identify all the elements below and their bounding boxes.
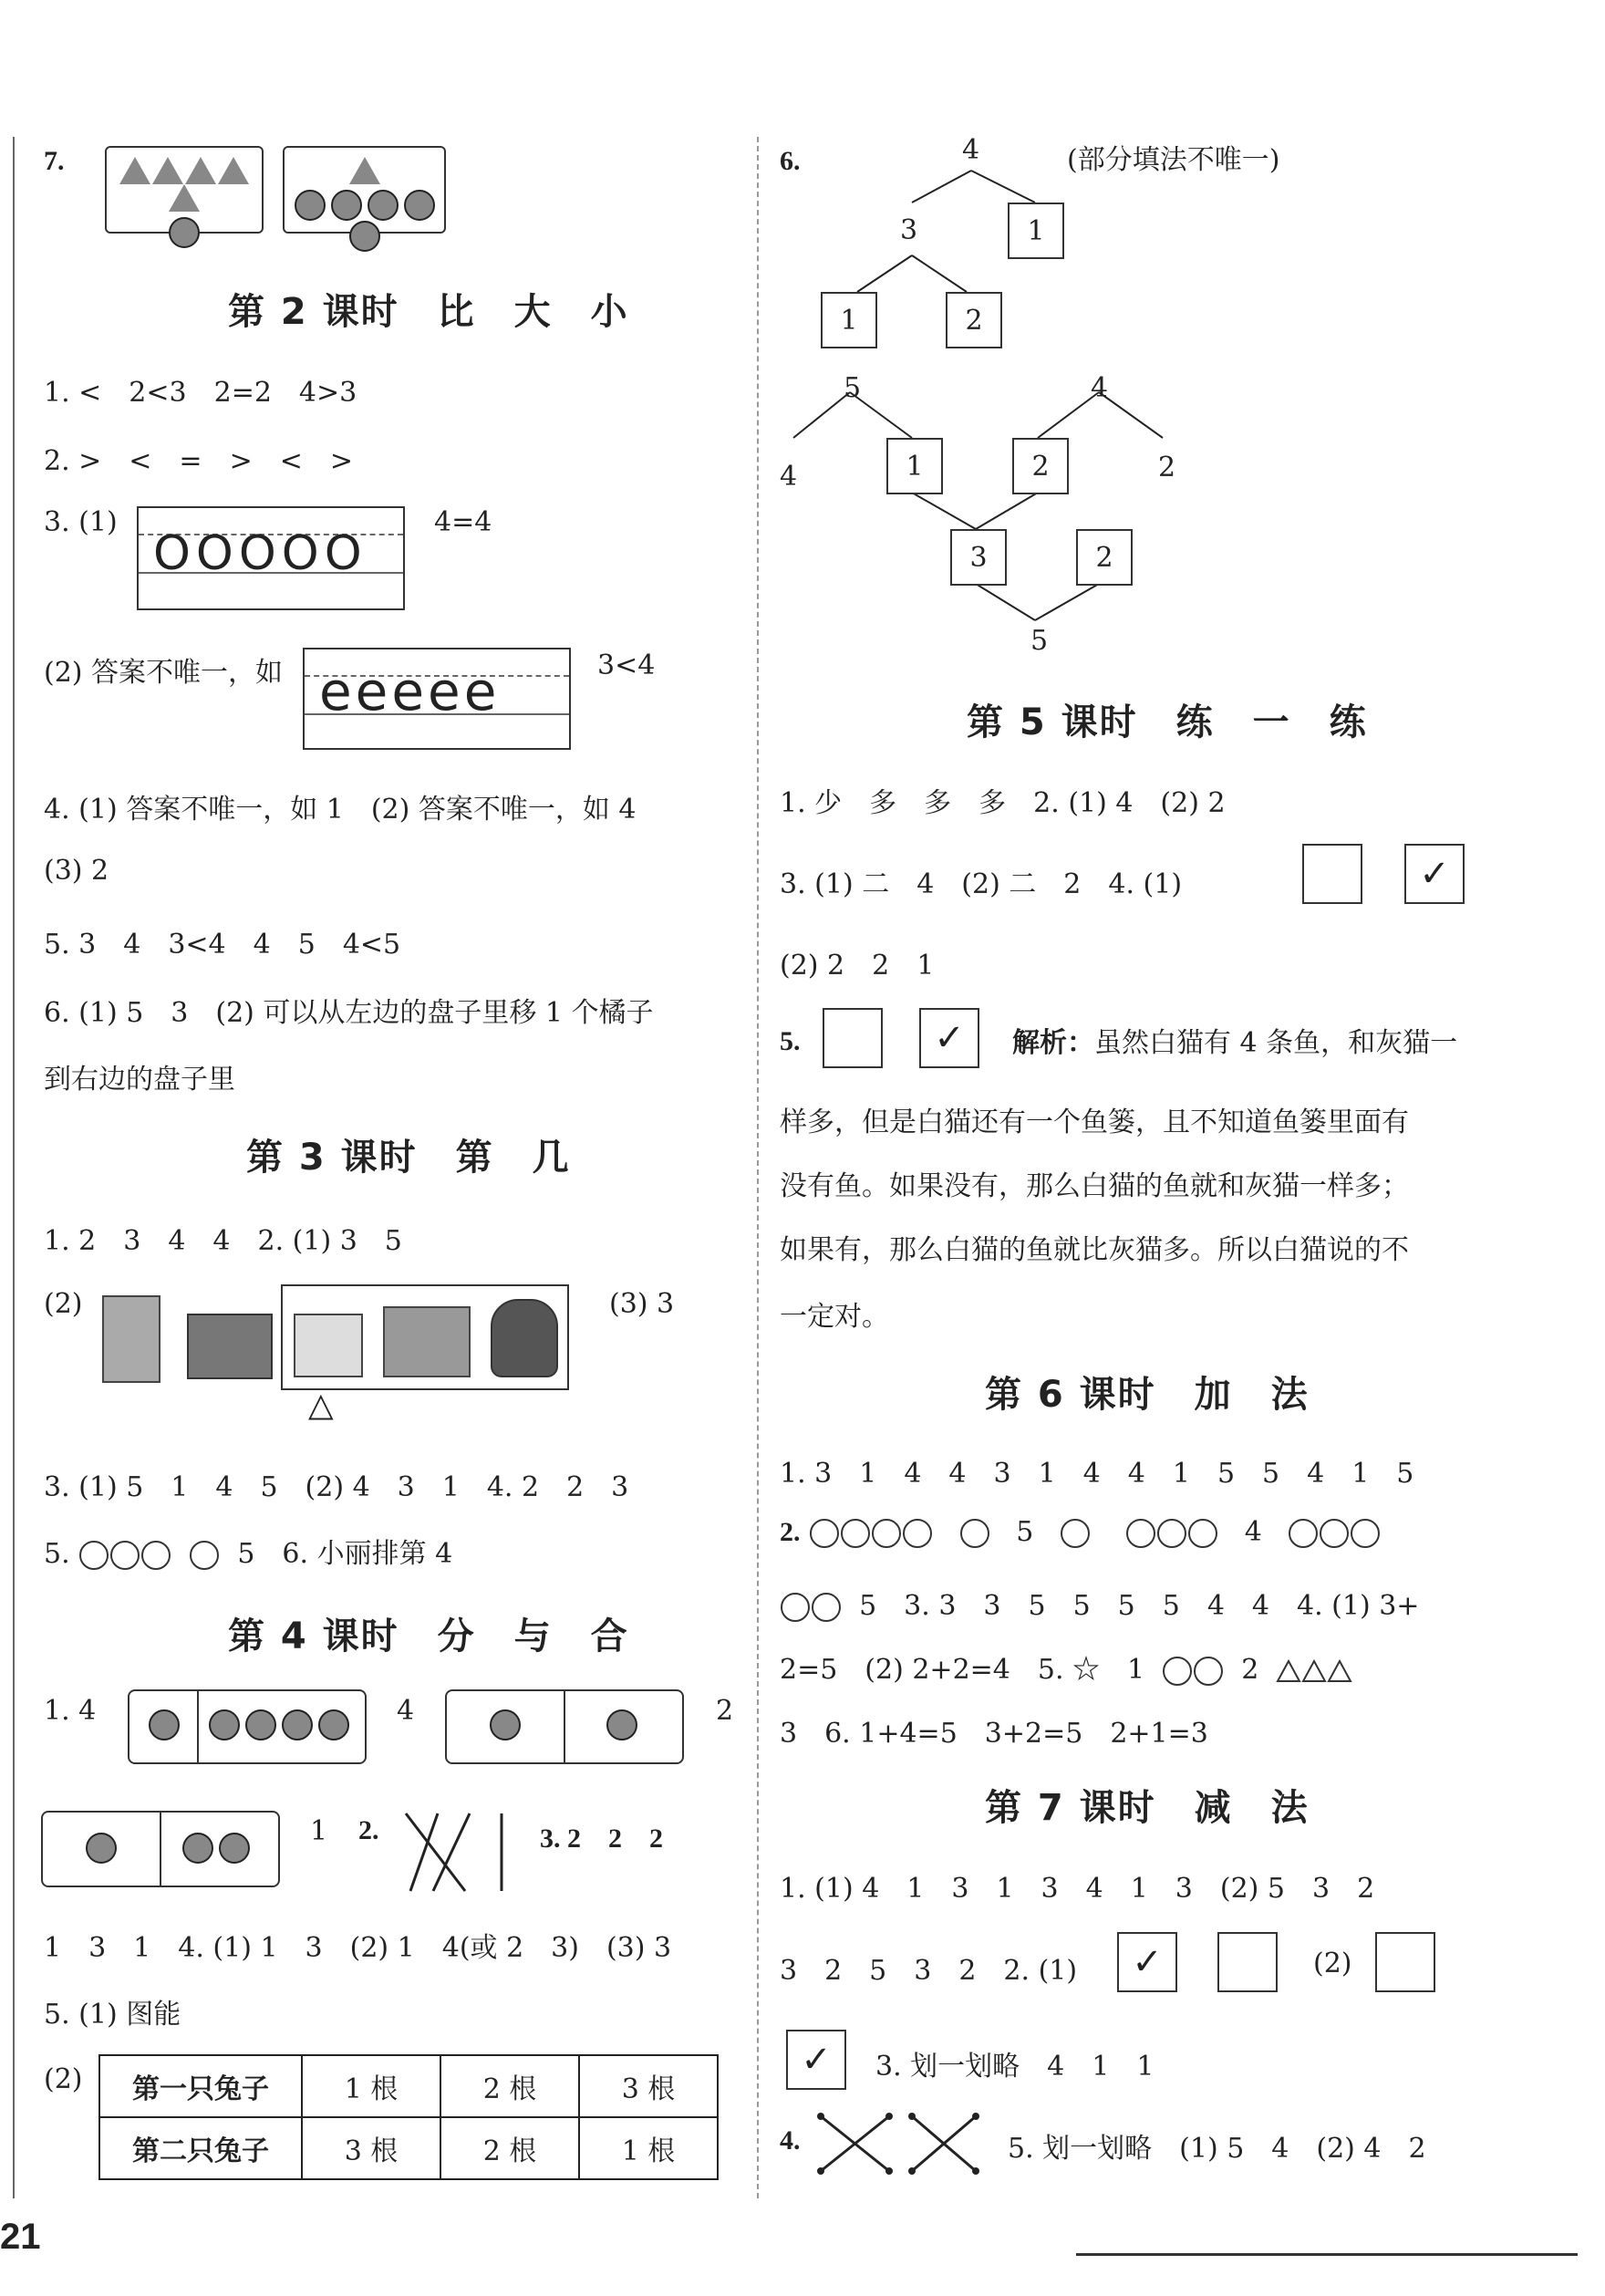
circle-outline-icon [1289, 1519, 1318, 1548]
writing-grid-1 [137, 506, 405, 610]
s5-p1: 样多，但是白猫还有一个鱼篓，且不知道鱼篓里面有 [780, 1106, 1409, 1138]
s6-l2-5: 5 [1016, 1516, 1034, 1548]
s4-l1-a: 1. 4 [44, 1695, 97, 1727]
bracket-box [281, 1284, 569, 1390]
split-card-3 [41, 1811, 280, 1887]
s4-l1-c: 2 [716, 1695, 734, 1727]
tree2-far-right: 2 [1158, 452, 1176, 483]
jar-icon [491, 1299, 558, 1377]
circle-icon [331, 190, 362, 221]
circle-icon [490, 1709, 521, 1740]
cake-box-icon [383, 1306, 471, 1377]
table-cell: 3 根 [579, 2055, 718, 2117]
s2-q3-2-eq: 3<4 [597, 649, 656, 681]
table-cell: 第二只兔子 [99, 2117, 302, 2179]
s6-l1: 1. 3 1 4 4 3 1 4 4 1 5 5 4 1 5 [780, 1458, 1414, 1490]
s2-q3-1-eq: 4=4 [434, 506, 492, 538]
tree2-far-left: 4 [780, 461, 798, 493]
s3-line-2-label: (2) [44, 1288, 83, 1320]
tree1-lr-box: 2 [946, 292, 1002, 348]
circle-outline-icon [1126, 1519, 1155, 1548]
triangle-outline-icon [1276, 1659, 1301, 1683]
tree2-box-3: 3 [950, 529, 1007, 586]
circle-icon [318, 1709, 349, 1740]
s7-box-checked: ✓ [1117, 1932, 1177, 1992]
s3-line-3: 3. (1) 5 1 4 5 (2) 4 3 1 4. 2 2 3 [44, 1471, 629, 1503]
s2-line-4b: (3) 2 [44, 855, 109, 887]
left-margin-rule [13, 137, 15, 2198]
s4-l1-b: 4 [397, 1695, 415, 1727]
circle-outline-icon [903, 1519, 932, 1548]
s4-l3: 3. 2 2 2 [540, 1823, 663, 1854]
circle-outline-icon [1188, 1519, 1217, 1548]
q6-number: 6. [780, 146, 801, 176]
circle-icon [209, 1709, 240, 1740]
circle-icon [219, 1833, 250, 1864]
circle-icon [182, 1833, 213, 1864]
s7-l2b: (2) [1313, 1948, 1352, 1979]
s4-l1-d: 1 [310, 1815, 328, 1847]
triangle-icon [218, 157, 249, 184]
q7-number: 7. [44, 146, 65, 176]
s5-p2: 没有鱼。如果没有，那么白猫的鱼就和灰猫一样多； [780, 1170, 1409, 1202]
page-number: 21 [0, 2217, 41, 2257]
s7-l3: 3. 划一划略 4 1 1 [875, 2051, 1155, 2083]
letters-o: OOOOO [153, 526, 368, 581]
s5-l5-num: 5. [780, 1026, 801, 1056]
tea-box-icon [102, 1295, 160, 1383]
s7-l1: 1. (1) 4 1 3 1 3 4 1 3 (2) 5 3 2 [780, 1873, 1375, 1905]
split-card-1 [128, 1689, 367, 1764]
s5-box-empty [1302, 844, 1362, 904]
s6-l3-text: 5 3. 3 3 5 5 5 5 4 4 4. (1) 3+ [859, 1590, 1420, 1622]
tree2-box-2: 2 [1012, 438, 1069, 494]
circle-icon [606, 1709, 637, 1740]
circle-icon [169, 217, 200, 248]
circle-outline-icon [190, 1541, 219, 1570]
circle-outline-icon [872, 1519, 901, 1548]
table-cell: 3 根 [302, 2117, 440, 2179]
circle-outline-icon [1061, 1519, 1090, 1548]
table-row [99, 2055, 718, 2117]
s7-box-checked-2: ✓ [786, 2030, 846, 2090]
circle-icon [368, 190, 399, 221]
s6-l3 [780, 1583, 1419, 1623]
circle-outline-icon [1351, 1519, 1380, 1548]
table-cell: 2 根 [440, 2055, 579, 2117]
triangle-icon [152, 157, 183, 184]
circle-outline-icon [110, 1541, 140, 1570]
circle-outline-icon [781, 1593, 810, 1622]
circle-icon [86, 1833, 117, 1864]
circle-outline-icon [841, 1519, 870, 1548]
s2-line-1: 1. < 2<3 2=2 4>3 [44, 377, 357, 409]
s6-l5: 3 6. 1+4=5 3+2=5 2+1=3 [780, 1718, 1208, 1750]
s2-q3-1-label: 3. (1) [44, 506, 118, 538]
table-cell: 1 根 [302, 2055, 440, 2117]
tree1-left: 3 [900, 214, 918, 246]
s4-l5: 5. (1) 图能 [44, 1999, 181, 2031]
s3-l5-num: 5. [44, 1538, 70, 1570]
triangle-outline-icon [1301, 1659, 1327, 1683]
triangle-icon [349, 157, 380, 184]
s3-line-5 [44, 1531, 452, 1571]
s3-line-1: 1. 2 3 4 4 2. (1) 3 5 [44, 1225, 402, 1257]
tree2-top-left: 5 [844, 372, 862, 404]
triangle-mark: △ [308, 1387, 334, 1424]
s6-l2-num: 2. [780, 1517, 801, 1547]
s7-box-empty [1217, 1932, 1278, 1992]
circle-icon [349, 221, 380, 252]
circle-icon [404, 190, 435, 221]
q7-scroll-left [105, 146, 264, 234]
s7-box-empty-2 [1375, 1932, 1435, 1992]
s2-line-4: 4. (1) 答案不唯一，如 1 (2) 答案不唯一，如 4 [44, 794, 637, 826]
circle-outline-icon [810, 1519, 839, 1548]
tree2-box-1: 1 [886, 438, 943, 494]
q7-scroll-right [283, 146, 446, 234]
s6-l4-2: 2 [1241, 1654, 1259, 1686]
s2-line-6: 6. (1) 5 3 (2) 可以从左边的盘子里移 1 个橘子 [44, 997, 654, 1029]
s2-q3-2-label: (2) 答案不唯一，如 [44, 657, 284, 689]
section-title-3: 第 3 课时 第 几 [246, 1137, 571, 1179]
rabbit-table [98, 2054, 719, 2180]
s5-q5-box-checked: ✓ [919, 1008, 979, 1068]
table-cell: 第一只兔子 [99, 2055, 302, 2117]
s7-l4-num: 4. [780, 2125, 801, 2156]
circle-outline-icon [960, 1519, 989, 1548]
s2-line-5: 5. 3 4 3<4 4 5 4<5 [44, 929, 401, 961]
section-title-5: 第 5 课时 练 一 练 [967, 701, 1368, 743]
letters-e: eeeee [319, 660, 501, 722]
s5-l1: 1. 少 多 多 多 2. (1) 4 (2) 2 [780, 787, 1226, 819]
circle-icon [245, 1709, 276, 1740]
triangle-icon [169, 184, 200, 212]
s4-l4: 1 3 1 4. (1) 1 3 (2) 1 4(或 2 3) (3) 3 [44, 1932, 672, 1964]
s7-l5: 5. 划一划略 (1) 5 4 (2) 4 2 [1008, 2133, 1426, 2165]
tree1-top: 4 [962, 134, 980, 166]
circle-outline-icon [1157, 1519, 1186, 1548]
circle-outline-icon [1194, 1657, 1223, 1686]
circle-icon [295, 190, 326, 221]
s5-p4: 一定对。 [780, 1301, 889, 1333]
tree1-right-box: 1 [1008, 203, 1064, 259]
section-title-2: 第 2 课时 比 大 小 [228, 291, 629, 333]
s6-l4-text: 2=5 (2) 2+2=4 5. ☆ 1 [780, 1654, 1145, 1686]
circle-outline-icon [1163, 1657, 1192, 1686]
s3-l5-rest: 5 6. 小丽排第 4 [237, 1538, 453, 1570]
circle-outline-icon [141, 1541, 171, 1570]
table-row [99, 2117, 718, 2179]
s3-line-2-right: (3) 3 [609, 1288, 675, 1320]
triangle-outline-icon [1327, 1659, 1352, 1683]
s5-p3: 如果有，那么白猫的鱼就比灰猫多。所以白猫说的不 [780, 1234, 1409, 1266]
circle-icon [149, 1709, 180, 1740]
s7-l2: 3 2 5 3 2 2. (1) [780, 1955, 1078, 1987]
section-title-6: 第 6 课时 加 法 [985, 1374, 1310, 1416]
s5-l3: 3. (1) 二 4 (2) 二 2 4. (1) [780, 868, 1183, 900]
note-label: 解析： [1012, 1027, 1094, 1059]
s6-l2 [780, 1516, 1381, 1548]
s5-q5-box-empty [823, 1008, 883, 1068]
q6-note: (部分填法不唯一) [1067, 144, 1280, 176]
circle-outline-icon [1320, 1519, 1349, 1548]
tree2-box-4: 2 [1076, 529, 1133, 586]
tree2-top-right: 4 [1091, 372, 1109, 404]
split-card-2 [445, 1689, 684, 1764]
triangle-icon [119, 157, 150, 184]
circle-outline-icon [812, 1593, 841, 1622]
triangle-icon [185, 157, 216, 184]
s5-l5-note [1012, 1020, 1457, 1060]
circle-outline-icon [79, 1541, 109, 1570]
s5-l3b: (2) 2 2 1 [780, 950, 935, 982]
tree1-ll-box: 1 [821, 292, 877, 348]
s4-l5b: (2) [44, 2063, 83, 2095]
s2-line-6b: 到右边的盘子里 [44, 1064, 235, 1096]
note-text: 虽然白猫有 4 条鱼，和灰猫一 [1094, 1027, 1458, 1059]
s6-l2-4: 4 [1244, 1516, 1262, 1548]
tree2-bottom: 5 [1030, 625, 1049, 657]
section-title-7: 第 7 课时 减 法 [985, 1787, 1310, 1829]
writing-grid-2 [303, 648, 571, 750]
gift-box-icon [187, 1314, 273, 1379]
section-title-4: 第 4 课时 分 与 合 [228, 1616, 629, 1657]
circle-icon [282, 1709, 313, 1740]
table-cell: 2 根 [440, 2117, 579, 2179]
s6-l4 [780, 1647, 1352, 1687]
tissue-box-icon [294, 1314, 363, 1377]
s2-line-2: 2. > < = > < > [44, 445, 353, 477]
column-divider [757, 137, 759, 2198]
matching-lines-2 [812, 2107, 985, 2180]
footer-rule [1076, 2253, 1578, 2256]
s4-l2-num: 2. [358, 1815, 379, 1845]
triangle-row [107, 157, 262, 212]
matching-lines-1 [392, 1804, 511, 1900]
s5-box-checked: ✓ [1404, 844, 1465, 904]
table-cell: 1 根 [579, 2117, 718, 2179]
